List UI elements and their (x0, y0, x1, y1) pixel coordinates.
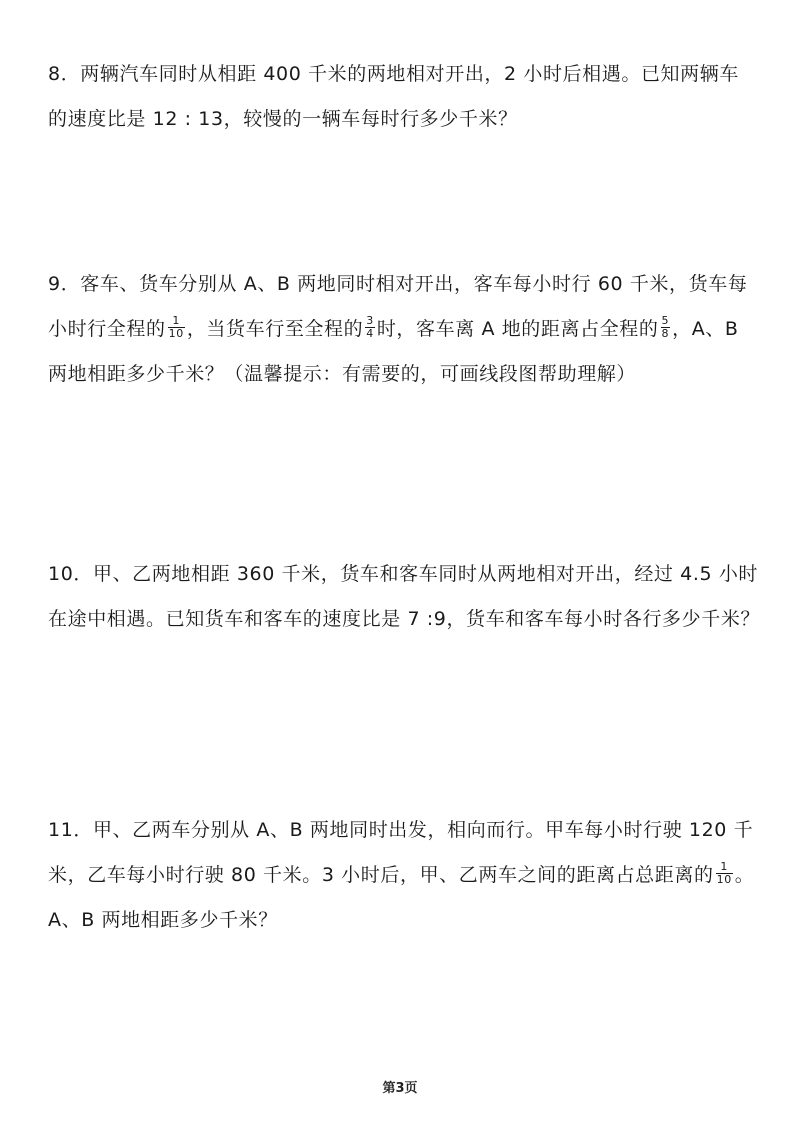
fraction-numerator: 1 (720, 860, 728, 873)
problem-9-text-a: 小时行全程的 (48, 318, 166, 340)
fraction-one-tenth (168, 315, 185, 340)
fraction-numerator: 3 (366, 314, 374, 327)
problem-11-line-3: A、B 两地相距多少千米？ (48, 909, 278, 931)
problem-9-text-d: ，A、B (672, 318, 739, 340)
problem-10-line-1: 10．甲、乙两地相距 360 千米，货车和客车同时从两地相对开出，经过 4.5 小时 (48, 563, 759, 585)
problem-10 (48, 552, 760, 642)
fraction-denominator: 4 (366, 327, 374, 340)
problem-11-text-a: 米，乙车每小时行驶 80 千米。3 小时后，甲、乙两车之间的距离占总距离的 (48, 864, 714, 886)
problem-8 (48, 52, 760, 142)
problem-8-line-2: 的速度比是 12 : 13，较慢的一辆车每时行多少千米？ (48, 108, 518, 130)
fraction-numerator: 1 (172, 314, 181, 327)
problem-11 (48, 808, 760, 943)
page-number: 第3页 (382, 1081, 418, 1096)
problem-11-text-b: 。 (734, 864, 755, 886)
fraction-denominator: 10 (716, 873, 732, 886)
problem-10-line-2: 在途中相遇。已知货车和客车的速度比是 7 :9，货车和客车每小时各行多少千米？ (48, 608, 761, 630)
fraction-numerator: 5 (661, 314, 670, 327)
fraction-five-eighths (661, 315, 671, 340)
problem-11-line-2 (48, 853, 760, 898)
problem-9-line-3: 两地相距多少千米？（温馨提示：有需要的，可画线段图帮助理解） (48, 363, 637, 385)
fraction-denominator: 10 (168, 327, 184, 340)
fraction-three-quarters (365, 315, 375, 340)
fraction-one-tenth (716, 861, 733, 886)
fraction-denominator: 8 (661, 327, 670, 340)
problem-9-text-b: ，当货车行至全程的 (186, 318, 364, 340)
problem-9-line-2 (48, 307, 760, 352)
problem-8-line-1: 8．两辆汽车同时从相距 400 千米的两地相对开出，2 小时后相遇。已知两辆车 (48, 63, 739, 85)
problem-9-text-c: 时，客车离 A 地的距离占全程的 (376, 318, 659, 340)
problem-9 (48, 262, 760, 397)
problem-9-line-1: 9．客车、货车分别从 A、B 两地同时相对开出，客车每小时行 60 千米，货车每 (48, 273, 748, 295)
problem-11-line-1: 11．甲、乙两车分别从 A、B 两地同时出发，相向而行。甲车每小时行驶 120 千 (48, 819, 754, 841)
